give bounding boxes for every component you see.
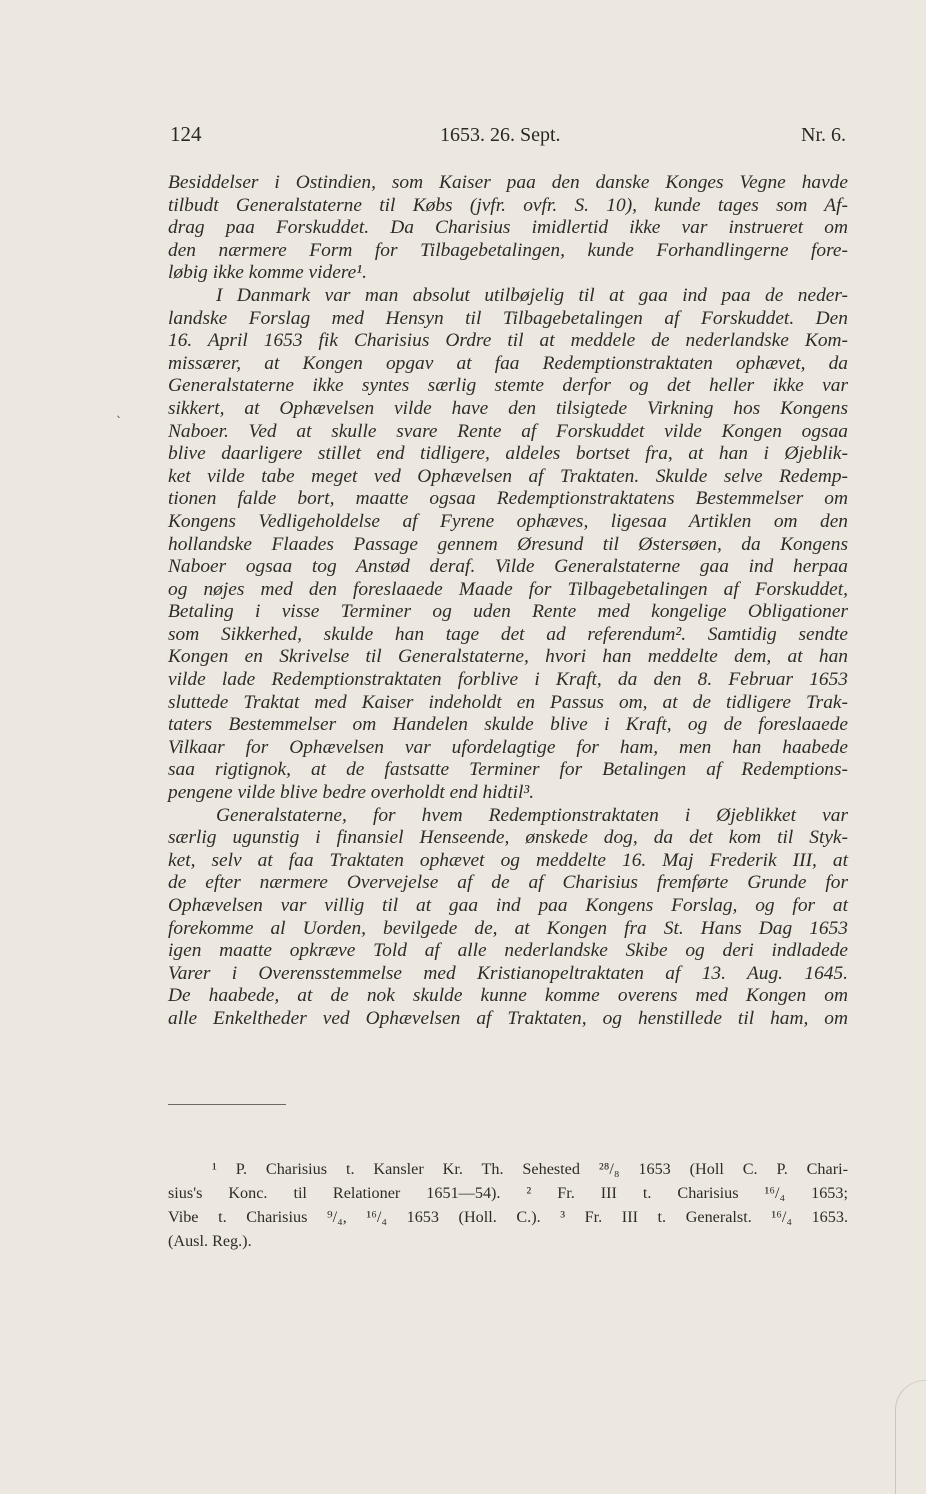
text-line: pengene vilde blive bedre overholdt end hidtil³. [168, 782, 535, 804]
text-line: ket vilde tabe meget ved Ophævelsen af Traktaten. Skulde selve Redemp- [168, 465, 848, 487]
text-line: tionen falde bort, maatte ogsaa Redemptionstraktatens Bestemmelser om [168, 488, 848, 510]
footnotes [168, 1157, 848, 1253]
footnote-line: (Ausl. Reg.). [168, 1232, 252, 1250]
text-line: de efter nærmere Overvejelse af de af Charisius fremførte Grunde for [168, 872, 848, 894]
text-line: drag paa Forskuddet. Da Charisius imidlertid ikke var instrueret om [168, 217, 848, 239]
text-line: I Danmark var man absolut utilbøjelig til at gaa ind paa de neder- [216, 284, 848, 306]
text-line: 16. April 1653 fik Charisius Ordre til at meddele de nederlandske Kom- [168, 330, 848, 352]
text-line: blive daarligere stillet end tidligere, aldeles bortset fra, at han i Øjeblik- [168, 443, 848, 465]
text-line: Kongen en Skrivelse til Generalstaterne, hvori han meddelte dem, at han [168, 646, 848, 668]
footnote-line: Vibe t. Charisius ⁹/₄, ¹⁶/₄ 1653 (Holl. C.). ³ Fr. III t. Generalst. ¹⁶/₄ 1653. [168, 1208, 848, 1226]
text-line: Varer i Overensstemmelse med Kristianopeltraktaten af 13. Aug. 1645. [168, 962, 848, 984]
text-line: forekomme al Uorden, bevilgede de, at Kongen fra St. Hans Dag 1653 [168, 917, 848, 939]
body-text [168, 172, 848, 1031]
text-line: Betaling i visse Terminer og uden Rente med kongelige Obligationer [168, 601, 848, 623]
text-line: Ophævelsen var villig til at gaa ind paa Kongens Forslag, og for at [168, 895, 848, 916]
text-line: den nærmere Form for Tilbagebetalingen, kunde Forhandlingerne fore- [168, 239, 848, 261]
text-line: landske Forslag med Hensyn til Tilbagebetalingen af Forskuddet. Den [168, 307, 848, 329]
text-line: alle Enkeltheder ved Ophævelsen af Traktaten, og henstillede til ham, om [168, 1007, 848, 1029]
page-edge [895, 1380, 926, 1494]
footnote-line: ¹ P. Charisius t. Kansler Kr. Th. Sehested ²⁸/₈ 1653 (Holl C. P. Chari- [212, 1160, 848, 1178]
text-line: sikkert, at Ophævelsen vilde have den tilsigtede Virkning hos Kongens [168, 397, 848, 419]
text-line: Kongens Vedligeholdelse af Fyrene ophæves, ligesaa Artiklen om den [168, 510, 848, 532]
text-line: særlig ugunstig i finansiel Henseende, ønskede dog, da det kom til Styk- [168, 827, 848, 849]
header-date: 1653. 26. Sept. [440, 124, 561, 146]
text-line: igen maatte opkræve Told af alle nederlandske Skibe og deri indladede [168, 940, 848, 962]
text-line: ket, selv at faa Traktaten ophævet og meddelte 16. Maj Frederik III, at [168, 849, 848, 871]
text-line: som Sikkerhed, skulde han tage det ad referendum². Samtidig sendte [168, 623, 848, 645]
document-number: Nr. 6. [801, 124, 846, 146]
text-line: og nøjes med den foreslaaede Maade for Tilbagebetalingen af Forskuddet, [168, 578, 848, 600]
text-line: Vilkaar for Ophævelsen var ufordelagtige for ham, men han haabede [168, 736, 848, 758]
text-line: taters Bestemmelser om Handelen skulde blive i Kraft, og de foreslaaede [168, 714, 848, 736]
text-line: Naboer ogsaa tog Anstød deraf. Vilde Generalstaterne gaa ind herpaa [168, 556, 848, 578]
running-header [170, 122, 846, 152]
text-line: sluttede Traktat med Kaiser indeholdt en Passus om, at de tidligere Trak- [168, 691, 848, 713]
text-line: saa rigtignok, at de fastsatte Terminer for Betalingen af Redemptions- [168, 759, 848, 781]
text-line: De haabede, at de nok skulde kunne komme overens med Kongen om [168, 985, 848, 1007]
text-line: hollandske Flaades Passage gennem Øresund til Østersøen, da Kongens [168, 533, 848, 555]
text-line: vilde lade Redemptionstraktaten forblive i Kraft, da den 8. Februar 1653 [168, 669, 848, 691]
margin-mark: ˎ [116, 404, 122, 418]
footnote-divider [168, 1104, 286, 1105]
text-line: løbig ikke komme videre¹. [168, 262, 367, 284]
text-line: Generalstaterne ikke syntes særlig stemte derfor og det heller ikke var [168, 375, 848, 397]
page-number: 124 [170, 122, 202, 146]
text-line: tilbudt Generalstaterne til Købs (jvfr. ovfr. S. 10), kunde tages som Af- [168, 194, 848, 216]
text-line: missærer, at Kongen opgav at faa Redemptionstraktaten ophævet, da [168, 352, 848, 374]
footnote-line: sius's Konc. til Relationer 1651—54). ² Fr. III t. Charisius ¹⁶/₄ 1653; [168, 1184, 848, 1202]
text-line: Besiddelser i Ostindien, som Kaiser paa den danske Konges Vegne havde [168, 172, 848, 193]
text-line: Naboer. Ved at skulle svare Rente af Forskuddet vilde Kongen ogsaa [168, 420, 848, 442]
text-line: Generalstaterne, for hvem Redemptionstraktaten i Øjeblikket var [216, 804, 848, 826]
